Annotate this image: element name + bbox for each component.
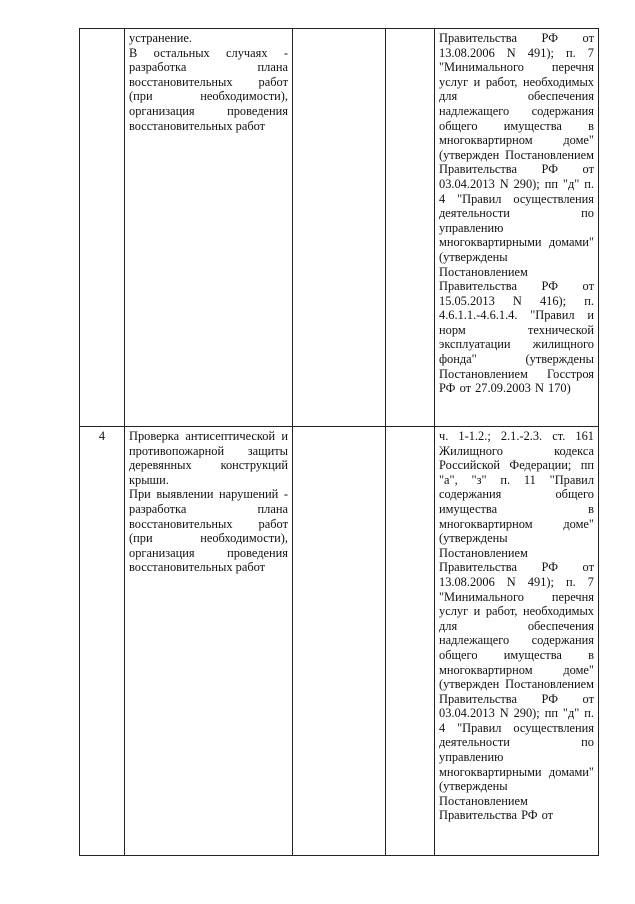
row-number-cell <box>80 29 125 427</box>
requirements-table <box>79 28 599 856</box>
empty-cell <box>386 29 435 427</box>
legal-basis-cell: Правительства РФ от 13.08.2006 N 491); п. 7 "Минимального перечня услуг и работ, необходимых для обеспечения надлежащего содержания общего имущества в многоквартирном доме" (утвержден Постановлением Правительства РФ от 03.04.2013 N 290); пп "д" п. 4 "Правил осуществления деятельности по управлению многоквартирными домами" (утверждены Постановлением Правительства РФ от 15.05.2013 N 416); п. 4.6.1.1.-4.6.1.4. "Правил и норм технической эксплуатации жилищного фонда" (утверждены Постановлением Госстроя РФ от 27.09.2003 N 170) <box>435 29 599 427</box>
table-row <box>80 427 599 856</box>
table-row <box>80 29 599 427</box>
work-description-cell <box>125 29 293 427</box>
empty-cell <box>293 29 386 427</box>
work-text-line: устранение. <box>129 31 192 45</box>
work-text-line: При выявлении нарушений - разработка плана восстановительных работ (при необходимости), организация проведения восстановительных работ <box>129 487 288 575</box>
empty-cell <box>293 427 386 856</box>
row-number-cell: 4 <box>80 427 125 856</box>
work-description-cell <box>125 427 293 856</box>
empty-cell <box>386 427 435 856</box>
work-text-line: В остальных случаях - разработка плана восстановительных работ (при необходимости), организация проведения восстановительных работ <box>129 45 288 133</box>
legal-basis-cell: ч. 1-1.2.; 2.1.-2.3. ст. 161 Жилищного кодекса Российской Федерации; пп "а", "з" п. 11 "Правил содержания общего имущества в многоквартирном доме" (утверждены Постановлением Правительства РФ от 13.08.2006 N 491); п. 7 "Минимального перечня услуг и работ, необходимых для обеспечения надлежащего содержания общего имущества в многоквартирном доме" (утвержден Постановлением Правительства РФ от 03.04.2013 N 290); пп "д" п. 4 "Правил осуществления деятельности по управлению многоквартирными домами" (утверждены Постановлением Правительства РФ от <box>435 427 599 856</box>
work-text-line: Проверка антисептической и противопожарной защиты деревянных конструкций крыши. <box>129 429 288 487</box>
